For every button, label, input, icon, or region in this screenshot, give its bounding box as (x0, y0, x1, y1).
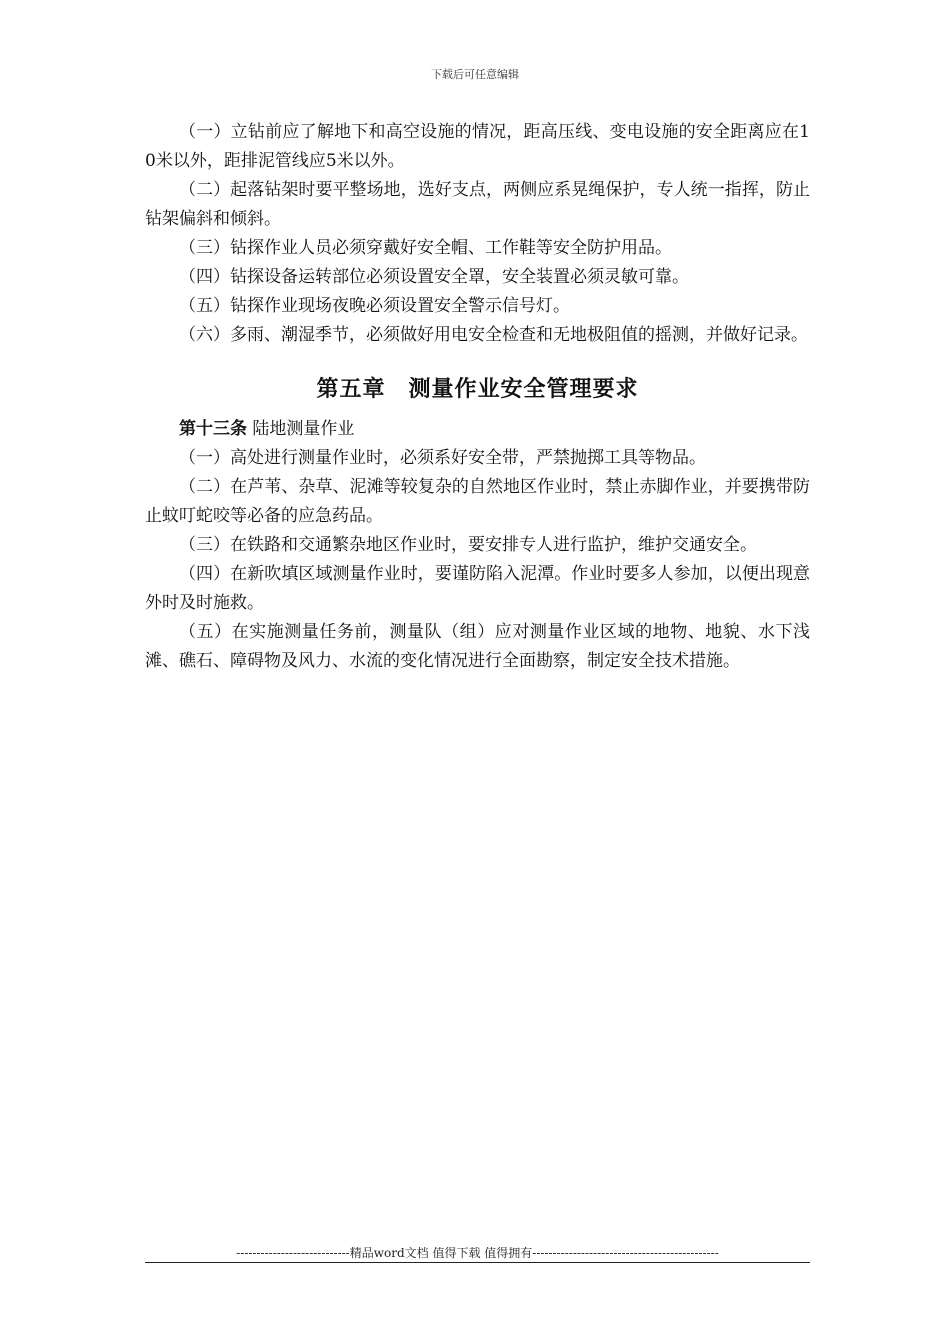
page-footer-text: ----------------------------精品word文档 值得下载 值得拥有---------------------------------------------- (236, 1246, 719, 1260)
survey-item-4: （四）在新吹填区域测量作业时，要谨防陷入泥潭。作业时要多人参加，以便出现意外时及时施救。 (145, 564, 810, 613)
drilling-item-4: （四）钻探设备运转部位必须设置安全罩，安全装置必须灵敏可靠。 (179, 267, 689, 287)
article-title: 陆地测量作业 (252, 419, 355, 439)
survey-item-1: （一）高处进行测量作业时，必须系好安全带，严禁抛掷工具等物品。 (179, 448, 706, 468)
drilling-item-5: （五）钻探作业现场夜晚必须设置安全警示信号灯。 (179, 296, 570, 316)
article-heading (145, 415, 810, 444)
article-number: 第十三条 (179, 419, 247, 439)
drilling-item-3: （三）钻探作业人员必须穿戴好安全帽、工作鞋等安全防护用品。 (179, 238, 672, 258)
footer-divider (145, 1262, 810, 1263)
drilling-item-1: （一）立钻前应了解地下和高空设施的情况，距高压线、变电设施的安全距离应在10米以外，距排泥管线应5米以外。 (145, 122, 810, 171)
page-header-note: 下载后可任意编辑 (431, 68, 519, 81)
survey-item-5: （五）在实施测量任务前，测量队（组）应对测量作业区域的地物、地貌、水下浅滩、礁石、障碍物及风力、水流的变化情况进行全面勘察，制定安全技术措施。 (145, 622, 810, 671)
survey-item-2: （二）在芦苇、杂草、泥滩等较复杂的自然地区作业时，禁止赤脚作业，并要携带防止蚊叮蛇咬等必备的应急药品。 (145, 477, 810, 526)
survey-item-3: （三）在铁路和交通繁杂地区作业时，要安排专人进行监护，维护交通安全。 (179, 535, 757, 555)
document-body (145, 118, 810, 676)
drilling-item-2: （二）起落钻架时要平整场地，选好支点，两侧应系晃绳保护，专人统一指挥，防止钻架偏斜和倾斜。 (145, 180, 810, 229)
chapter-title: 第五章 测量作业安全管理要求 (316, 377, 639, 402)
drilling-item-6: （六）多雨、潮湿季节，必须做好用电安全检查和无地极阻值的摇测，并做好记录。 (179, 325, 808, 345)
